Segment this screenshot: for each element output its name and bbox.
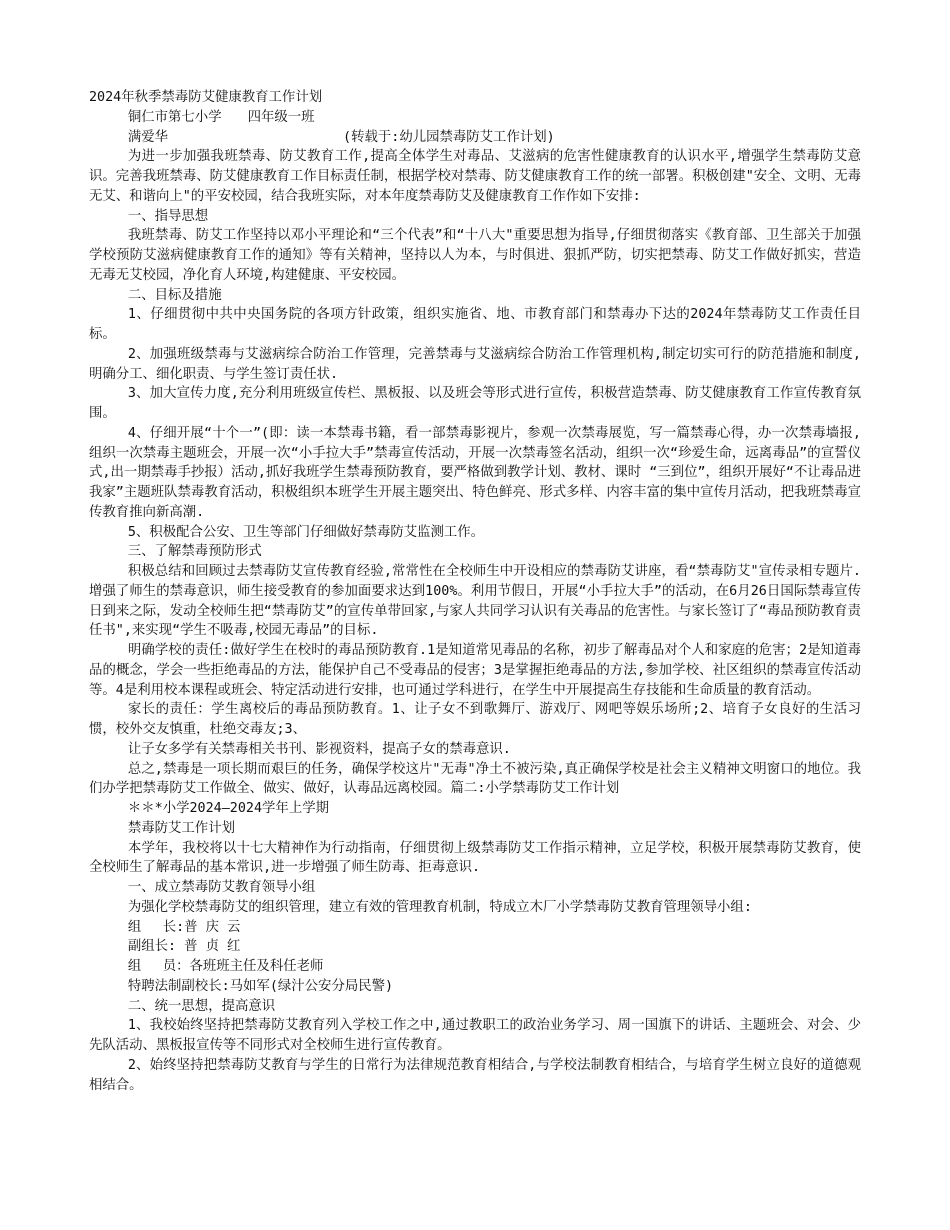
section-heading: 一、成立禁毒防艾教育领导小组 (127, 880, 316, 895)
paragraph: 总之,禁毒是一项长期而艰巨的任务，确保学校这片"无毒"净土不被污染,真正确保学校是社会主义精神文明窗口的地位。我们办学把禁毒防艾工作做全、做实、做好，认毒品远离校园。篇二:小学禁毒防艾工作计划 (89, 761, 861, 797)
paragraph: 1、仔细贯彻中共中央国务院的各项方针政策，组织实施省、地、市教育部门和禁毒办下达的2024年禁毒防艾工作责任目标。 (89, 307, 861, 342)
paragraph: 2、加强班级禁毒与艾滋病综合防治工作管理，完善禁毒与艾滋病综合防治工作管理机构,制定切实可行的防范措施和制度,明确分工、细化职责、与学生签订责任状. (89, 346, 861, 382)
class-name: 四年级一班 (247, 109, 315, 125)
paragraph: 为强化学校禁毒防艾的组织管理，建立有效的管理教育机制，特成立木厂小学禁毒防艾教育管理领导小组: (127, 899, 752, 915)
paragraph: 明确学校的责任:做好学生在校时的毒品预防教育.1是知道常见毒品的名称，初步了解毒品对个人和家庭的危害；2是知道毒品的概念，学会一些拒绝毒品的方法，能保护自己不受毒品的侵害；3是掌握拒绝毒品的方法,参加学校、社区组织的禁毒宣传活动等。4是利用校本课程或班会、特定活动进行安排，也可通过学科进行，在学生中开展提高生存技能和生命质量的教育活动。 (89, 643, 861, 698)
author-name: 满爱华 (127, 129, 169, 145)
paragraph: 让子女多学有关禁毒相关书刊、影视资料，提高子女的禁毒意识. (127, 741, 511, 757)
school-line (89, 108, 861, 128)
paragraph: 家长的责任：学生离校后的毒品预防教育。1、让子女不到歌舞厅、游戏厅、网吧等娱乐场所;2、培育子女良好的生活习惯，校外交友慎重，杜绝交毒友;3、 (89, 702, 861, 737)
paragraph: 4、仔细开展“十个一”(即：读一本禁毒书籍，看一部禁毒影视片，参观一次禁毒展览，写一篇禁毒心得，办一次禁毒墙报,组织一次禁毒主题班会，开展一次“小手拉大手”禁毒宣传活动，开展一次禁毒签名活动，组织一次“珍爱生命，远离毒品”的宣誓仪式,出一期禁毒手抄报）活动,抓好我班学生禁毒预防教育，要严格做到教学计划、教材、课时 “三到位”，组织开展好“不让毒品进我家”主题班队禁毒教育活动，积极组织本班学生开展主题突出、特色鲜亮、形式多样、内容丰富的集中宣传月活动，把我班禁毒宣传教育推向新高潮. (89, 425, 861, 520)
reprint-note: (转载于:幼儿园禁毒防艾工作计划) (343, 129, 555, 145)
section-heading: 二、统一思想，提高意识 (127, 998, 276, 1014)
document-page (89, 88, 861, 1095)
list-line: 组 长:普 庆 云 (127, 919, 241, 935)
paragraph: 为进一步加强我班禁毒、防艾教育工作,提高全体学生对毒品、艾滋病的危害性健康教育的认识水平,增强学生禁毒防艾意识。完善我班禁毒、防艾健康教育工作目标责任制，根据学校对禁毒、防艾健康教育工作的统一部署。积极创建"安全、文明、无毒无艾、和谐向上"的平安校园，结合我班实际，对本年度禁毒防艾及健康教育工作作如下安排: (89, 149, 861, 204)
paragraph: 积极总结和回顾过去禁毒防艾宣传教育经验,常常性在全校师生中开设相应的禁毒防艾讲座，看“禁毒防艾"宣传录相专题片.增强了师生的禁毒意识，师生接受教育的参加面要求达到100%。利用节假日，开展“小手拉大手”的活动，在6月26日国际禁毒宣传日到来之际，发动全校师生把“禁毒防艾”的宣传单带回家,与家人共同学习认识有关毒品的危害性。与家长签订了“毒品预防教育责任书",来实现“学生不吸毒,校园无毒品”的目标. (89, 564, 861, 639)
section-heading: 禁毒防艾工作计划 (127, 820, 235, 836)
paragraph: 5、积极配合公安、卫生等部门仔细做好禁毒防艾监测工作。 (127, 524, 485, 540)
section-heading: 二、目标及措施 (127, 287, 222, 303)
paragraph: 我班禁毒、防艾工作坚持以邓小平理论和“三个代表”和“十八大"重要思想为指导,仔细贯彻落实《教育部、卫生部关于加强学校预防艾滋病健康教育工作的通知》等有关精神，坚持以人为本，与时俱进、狠抓严防，切实把禁毒、防艾工作做好抓实，营造无毒无艾校园，净化育人环境,构建健康、平安校园。 (89, 228, 861, 283)
paragraph: 1、我校始终坚持把禁毒防艾教育列入学校工作之中,通过教职工的政治业务学习、周一国旗下的讲话、主题班会、对会、少先队活动、黑板报宣传等不同形式对全校师生进行宣传教育。 (89, 1018, 861, 1053)
doc-title: 2024年秋季禁毒防艾健康教育工作计划 (89, 90, 323, 105)
section-heading: ＊＊*小学2024—2024学年上学期 (127, 801, 329, 816)
paragraph: 2、始终坚持把禁毒防艾教育与学生的日常行为法律规范教育相结合,与学校法制教育相结合，与培育学生树立良好的道德观相结合。 (89, 1057, 861, 1093)
list-line: 特聘法制副校长:马如军(绿汁公安分局民警) (127, 978, 394, 994)
section-heading: 一、指导思想 (127, 208, 209, 224)
list-line: 组 员：各班班主任及科任老师 (127, 959, 324, 974)
paragraph: 3、加大宣传力度,充分利用班级宣传栏、黑板报、以及班会等形式进行宣传，积极营造禁毒、防艾健康教育工作宣传教育氛围。 (89, 386, 861, 421)
section-heading: 三、了解禁毒预防形式 (127, 544, 262, 560)
author-line (89, 128, 861, 148)
list-line: 副组长: 普 贞 红 (127, 939, 241, 955)
paragraph: 本学年，我校将以十七大精神作为行动指南，仔细贯彻上级禁毒防艾工作指示精神，立足学校，积极开展禁毒防艾教育，使全校师生了解毒品的基本常识,进一步增强了师生防毒、拒毒意识. (89, 840, 861, 876)
school-name: 铜仁市第七小学 (127, 109, 222, 125)
